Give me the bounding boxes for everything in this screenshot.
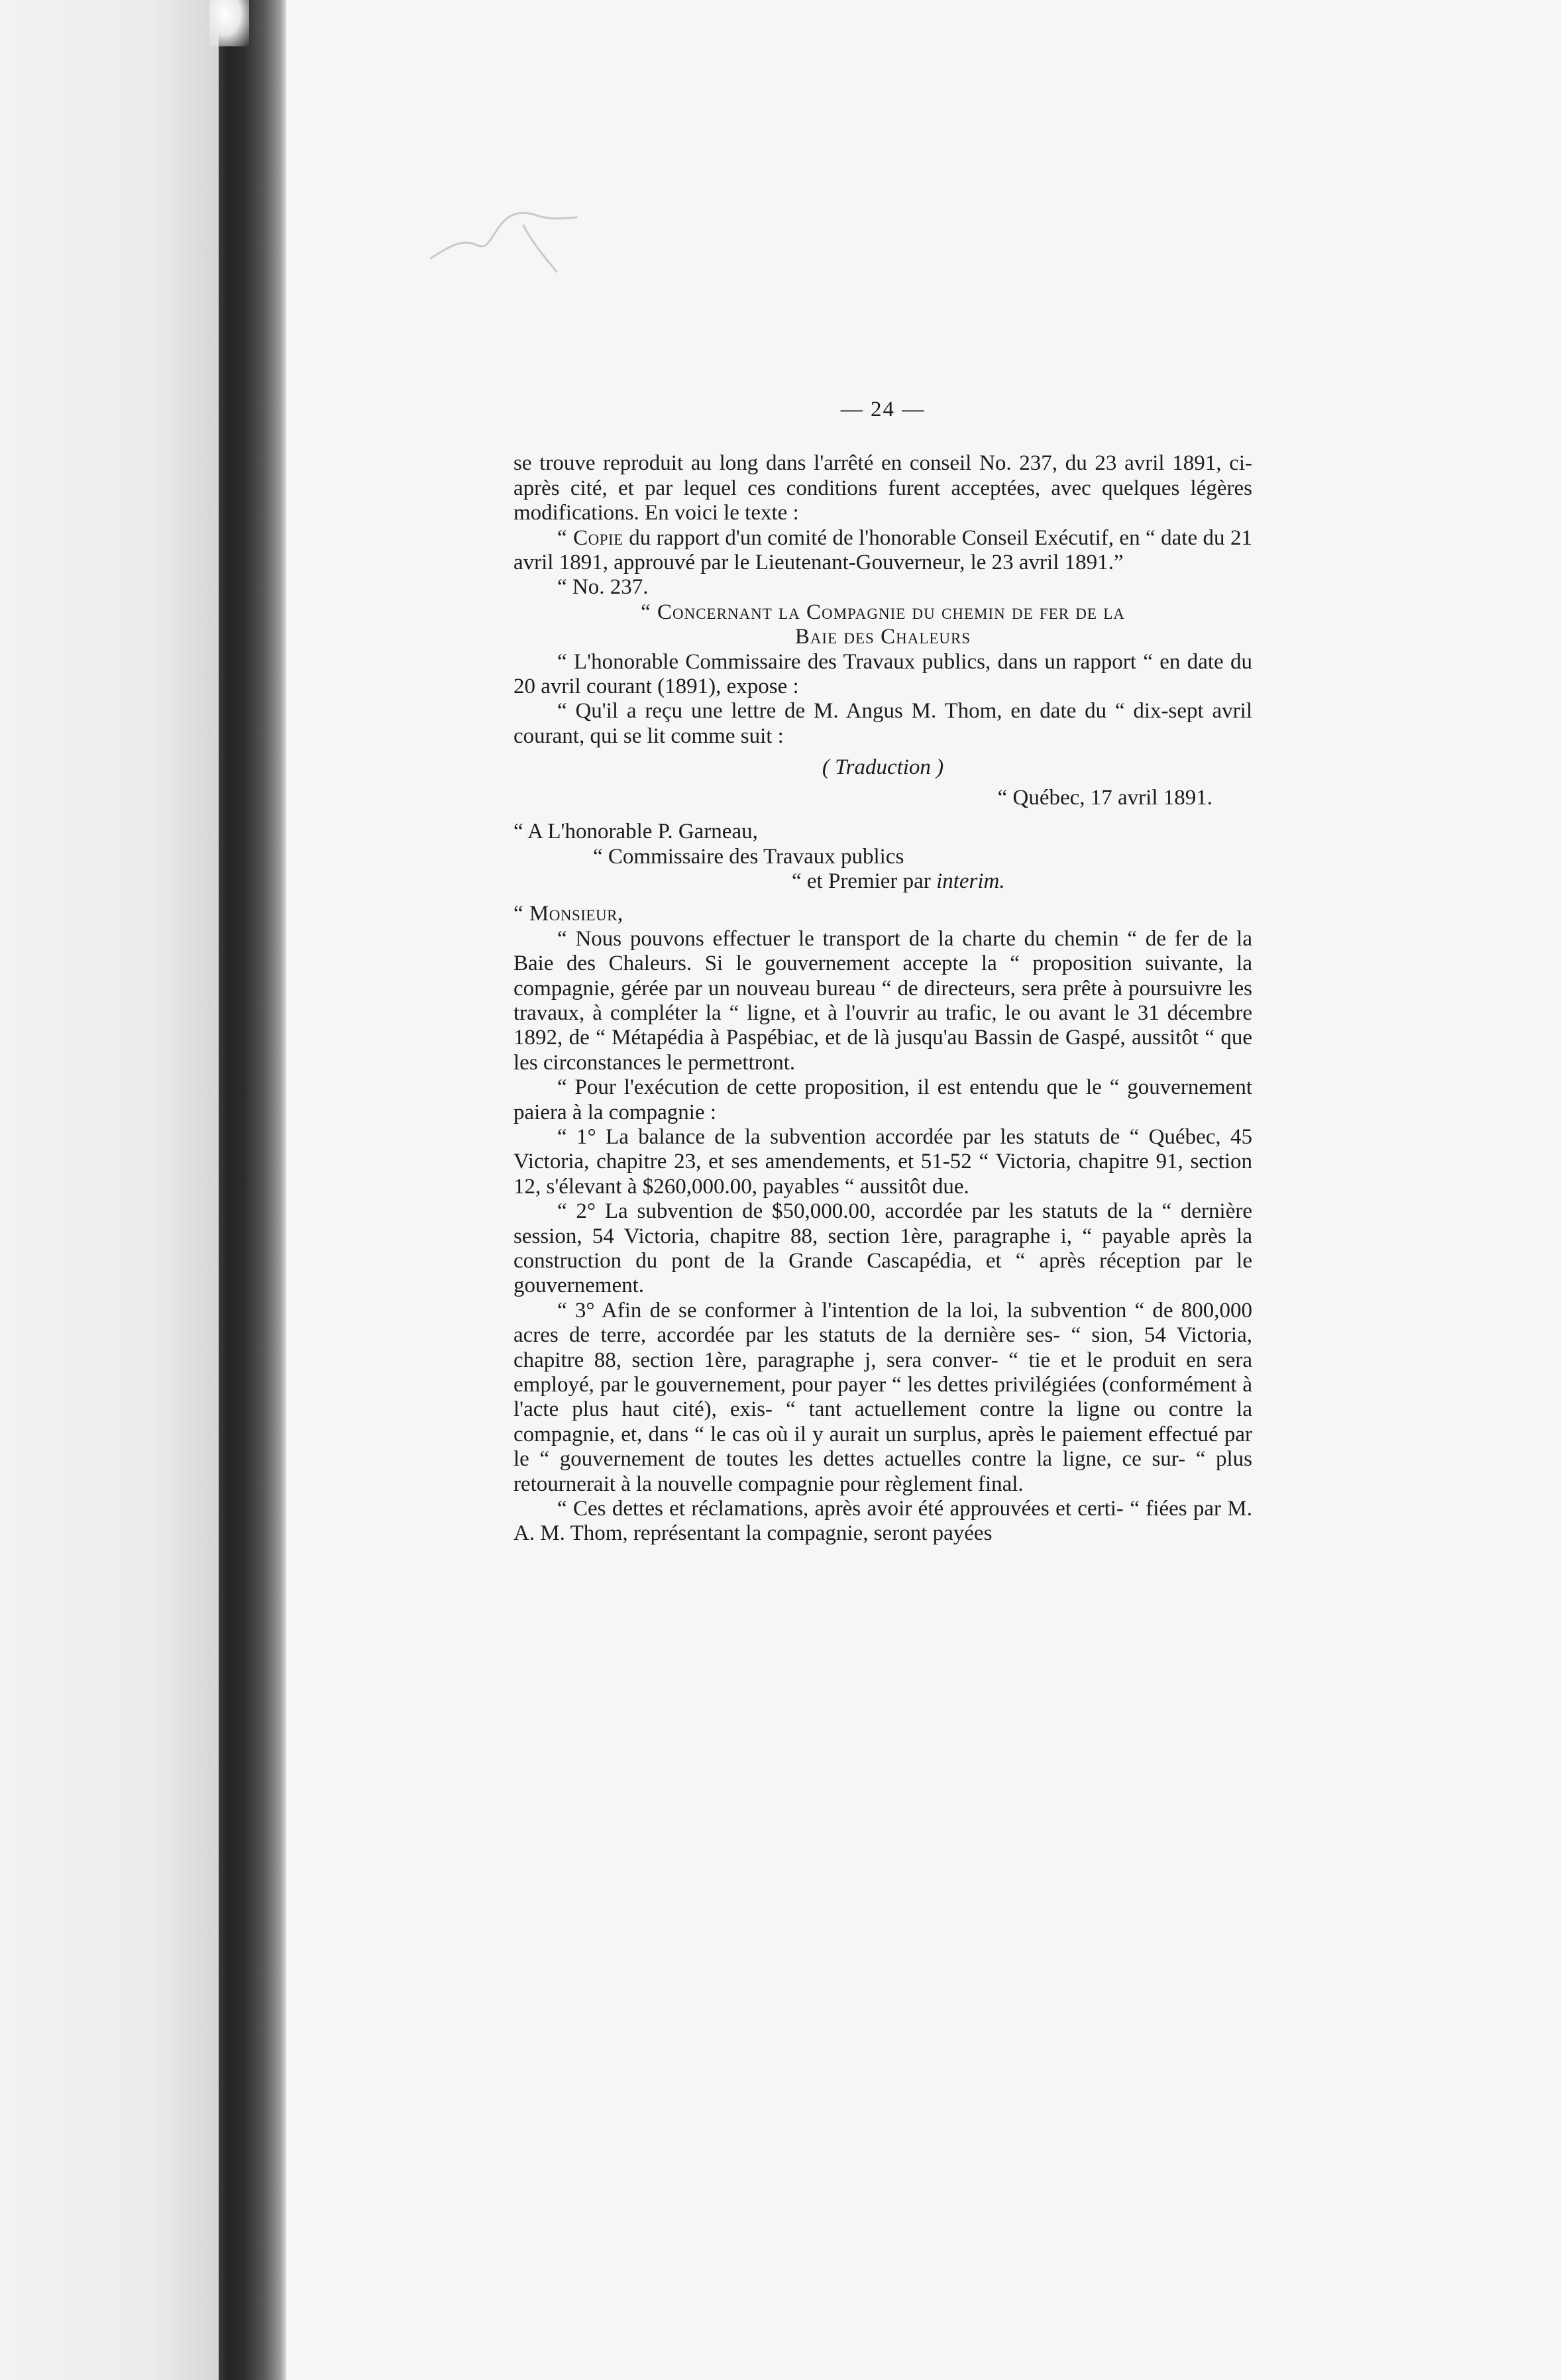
paragraph-commissaire: “ L'honorable Commissaire des Travaux publics, dans un rapport “ en date du 20 avril courant (1891), expose : bbox=[513, 649, 1252, 699]
dateline: “ Québec, 17 avril 1891. bbox=[997, 785, 1212, 810]
paragraph-item-2: “ 2° La subvention de $50,000.00, accordée par les statuts de la “ dernière session, 54 Victoria, chapitre 88, section 1ère, paragraphe i, “ payable après la construction du pont de la Grande Cascapédia, et “ après réception par le gouvernement. bbox=[513, 1199, 1252, 1298]
address-line-3-italic: interim. bbox=[936, 869, 1005, 893]
page-number: — 24 — bbox=[840, 398, 926, 421]
paragraph-intro: se trouve reproduit au long dans l'arrêté en conseil No. 237, du 23 avril 1891, ci-après cité, et par lequel ces conditions furent acceptées, avec quelques légères modifications. En voici le texte : bbox=[513, 451, 1252, 525]
paragraph-lettre: “ Qu'il a reçu une lettre de M. Angus M. Thom, en date du “ dix-sept avril courant, qui se lit comme suit : bbox=[513, 699, 1252, 748]
paragraph-proposition: “ Nous pouvons effectuer le transport de la charte du chemin “ de fer de la Baie des Chaleurs. Si le gouvernement accepte la “ proposition suivante, la compagnie, gérée par un nouveau bureau “ de directeurs, sera prête à poursuivre les travaux, à compléter la “ ligne, et à l'ouvrir au trafic, le ou avant le 31 décembre 1892, de “ Métapédia à Paspébiac, et de là jusqu'au Bassin de Gaspé, aussitôt “ que les circonstances le permettront. bbox=[513, 926, 1252, 1075]
salutation: “ Monsieur, bbox=[513, 902, 623, 926]
address-line-1: “ A L'honorable P. Garneau, bbox=[513, 820, 758, 844]
traduction-label: ( Traduction ) bbox=[822, 755, 944, 780]
heading-line-2: Baie des Chaleurs bbox=[794, 625, 971, 649]
copie-label: “ Copie bbox=[557, 525, 623, 550]
document-page bbox=[513, 398, 1252, 1546]
pencil-mark bbox=[424, 199, 610, 292]
address-line-2: “ Commissaire des Travaux publics bbox=[593, 844, 904, 869]
paragraph-item-3: “ 3° Afin de se conformer à l'intention de la loi, la subvention “ de 800,000 acres de terre, accordée par les statuts de la dernière ses- “ sion, 54 Victoria, chapitre 88, section 1ère, paragraphe j, sera conver- “ tie et le produit en sera employé, par le gouvernement, pour payer “ les dettes privilégiées (conformément à l'acte plus haut cité), exis- “ tant actuellement contre la ligne ou contre la compagnie, et, dans “ le cas où il y aurait un surplus, après le paiement effectué par le “ gouvernement de toutes les dettes actuelles contre la ligne, ce sur- “ plus retournerait à la nouvelle compagnie pour règlement final. bbox=[513, 1298, 1252, 1496]
heading-line-1: “ Concernant la Compagnie du chemin de fer de la bbox=[641, 600, 1125, 624]
paragraph-dettes: “ Ces dettes et réclamations, après avoir été approuvées et certi- “ fiées par M. A. M. Thom, représentant la compagnie, seront payées bbox=[513, 1497, 1252, 1546]
paragraph-execution: “ Pour l'exécution de cette proposition, il est entendu que le “ gouvernement paiera à la compagnie : bbox=[513, 1075, 1252, 1124]
order-number: “ No. 237. bbox=[557, 575, 649, 600]
scan-glare bbox=[209, 0, 249, 46]
address-line-3 bbox=[792, 869, 1252, 894]
copie-text: du rapport d'un comité de l'honorable Conseil Exécutif, en “ date du 21 avril 1891, approuvé par le Lieutenant-Gouverneur, le 23 avril 1891.” bbox=[513, 525, 1252, 575]
paragraph-item-1: “ 1° La balance de la subvention accordée par les statuts de “ Québec, 45 Victoria, chapitre 23, et ses amendements, et 51-52 “ Victoria, chapitre 91, section 12, s'élevant à $260,000.00, payables “ aussitôt due. bbox=[513, 1124, 1252, 1199]
book-spine-shadow bbox=[219, 0, 286, 2380]
address-line-3-text: “ et Premier par bbox=[792, 869, 931, 893]
scan-margin bbox=[0, 0, 222, 2380]
paragraph-copie bbox=[513, 526, 1252, 576]
